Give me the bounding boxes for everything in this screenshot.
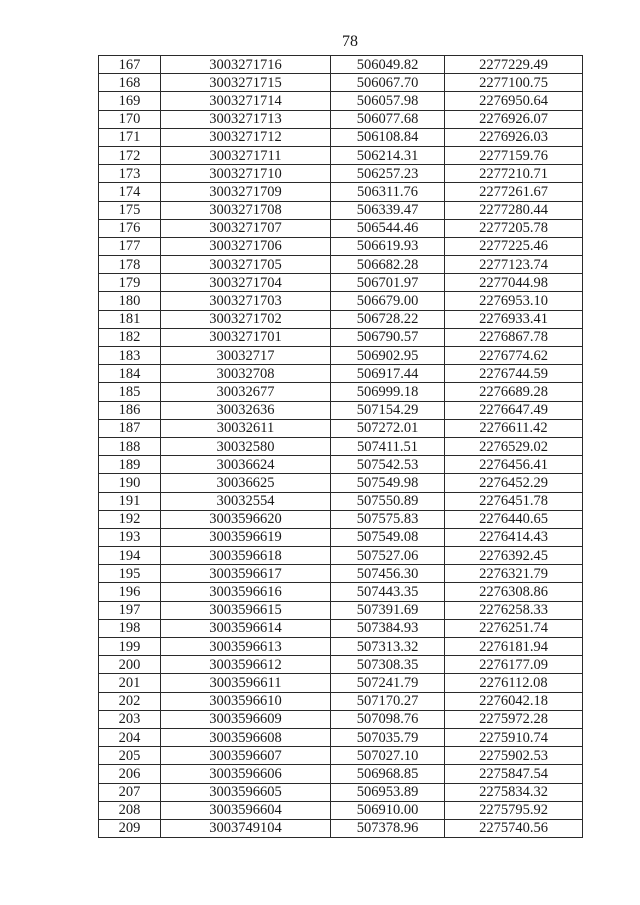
table-row	[99, 56, 583, 74]
y-coordinate-cell: 2276452.29	[445, 474, 583, 492]
y-coordinate-cell: 2275795.92	[445, 801, 583, 819]
row-number-cell: 168	[99, 74, 161, 92]
row-number-cell: 189	[99, 456, 161, 474]
y-coordinate-cell: 2277280.44	[445, 201, 583, 219]
table-row	[99, 347, 583, 365]
y-coordinate-cell: 2276611.42	[445, 419, 583, 437]
point-id-cell: 3003271715	[161, 74, 331, 92]
table-row	[99, 292, 583, 310]
row-number-cell: 191	[99, 492, 161, 510]
table-row	[99, 492, 583, 510]
y-coordinate-cell: 2276647.49	[445, 401, 583, 419]
x-coordinate-cell: 507384.93	[331, 619, 445, 637]
x-coordinate-cell: 506057.98	[331, 92, 445, 110]
table-row	[99, 201, 583, 219]
x-coordinate-cell: 507550.89	[331, 492, 445, 510]
point-id-cell: 3003596604	[161, 801, 331, 819]
y-coordinate-cell: 2276392.45	[445, 547, 583, 565]
point-id-cell: 30036625	[161, 474, 331, 492]
point-id-cell: 3003271705	[161, 256, 331, 274]
row-number-cell: 194	[99, 547, 161, 565]
point-id-cell: 3003596617	[161, 565, 331, 583]
table-row	[99, 565, 583, 583]
table-row	[99, 437, 583, 455]
point-id-cell: 3003596619	[161, 528, 331, 546]
y-coordinate-cell: 2276867.78	[445, 328, 583, 346]
row-number-cell: 202	[99, 692, 161, 710]
table-row	[99, 783, 583, 801]
row-number-cell: 176	[99, 219, 161, 237]
x-coordinate-cell: 507027.10	[331, 747, 445, 765]
y-coordinate-cell: 2277225.46	[445, 237, 583, 255]
row-number-cell: 179	[99, 274, 161, 292]
row-number-cell: 185	[99, 383, 161, 401]
point-id-cell: 3003596610	[161, 692, 331, 710]
point-id-cell: 3003596611	[161, 674, 331, 692]
table-row	[99, 74, 583, 92]
table-row	[99, 219, 583, 237]
x-coordinate-cell: 506339.47	[331, 201, 445, 219]
row-number-cell: 199	[99, 638, 161, 656]
point-id-cell: 3003271709	[161, 183, 331, 201]
row-number-cell: 206	[99, 765, 161, 783]
table-row	[99, 801, 583, 819]
x-coordinate-cell: 506682.28	[331, 256, 445, 274]
y-coordinate-cell: 2277044.98	[445, 274, 583, 292]
x-coordinate-cell: 506999.18	[331, 383, 445, 401]
table-row	[99, 601, 583, 619]
table-row	[99, 401, 583, 419]
point-id-cell: 30032611	[161, 419, 331, 437]
point-id-cell: 3003596607	[161, 747, 331, 765]
row-number-cell: 187	[99, 419, 161, 437]
table-row	[99, 256, 583, 274]
table-row	[99, 638, 583, 656]
row-number-cell: 200	[99, 656, 161, 674]
table-row	[99, 728, 583, 746]
row-number-cell: 197	[99, 601, 161, 619]
y-coordinate-cell: 2276440.65	[445, 510, 583, 528]
x-coordinate-cell: 507549.08	[331, 528, 445, 546]
point-id-cell: 3003271710	[161, 165, 331, 183]
point-id-cell: 3003596613	[161, 638, 331, 656]
point-id-cell: 3003271708	[161, 201, 331, 219]
row-number-cell: 203	[99, 710, 161, 728]
row-number-cell: 186	[99, 401, 161, 419]
point-id-cell: 3003596608	[161, 728, 331, 746]
coordinates-table	[98, 55, 583, 838]
point-id-cell: 3003596609	[161, 710, 331, 728]
x-coordinate-cell: 506701.97	[331, 274, 445, 292]
x-coordinate-cell: 506953.89	[331, 783, 445, 801]
table-row	[99, 365, 583, 383]
table-row	[99, 310, 583, 328]
y-coordinate-cell: 2276933.41	[445, 310, 583, 328]
point-id-cell: 3003749104	[161, 819, 331, 837]
y-coordinate-cell: 2277261.67	[445, 183, 583, 201]
row-number-cell: 204	[99, 728, 161, 746]
x-coordinate-cell: 507549.98	[331, 474, 445, 492]
point-id-cell: 30032554	[161, 492, 331, 510]
table-row	[99, 474, 583, 492]
y-coordinate-cell: 2275847.54	[445, 765, 583, 783]
point-id-cell: 3003596620	[161, 510, 331, 528]
row-number-cell: 181	[99, 310, 161, 328]
x-coordinate-cell: 507443.35	[331, 583, 445, 601]
row-number-cell: 177	[99, 237, 161, 255]
y-coordinate-cell: 2276181.94	[445, 638, 583, 656]
x-coordinate-cell: 506067.70	[331, 74, 445, 92]
point-id-cell: 30032677	[161, 383, 331, 401]
point-id-cell: 30032708	[161, 365, 331, 383]
y-coordinate-cell: 2276321.79	[445, 565, 583, 583]
row-number-cell: 170	[99, 110, 161, 128]
point-id-cell: 30032717	[161, 347, 331, 365]
table-row	[99, 128, 583, 146]
x-coordinate-cell: 507378.96	[331, 819, 445, 837]
x-coordinate-cell: 507154.29	[331, 401, 445, 419]
y-coordinate-cell: 2276529.02	[445, 437, 583, 455]
x-coordinate-cell: 506257.23	[331, 165, 445, 183]
y-coordinate-cell: 2276414.43	[445, 528, 583, 546]
table-row	[99, 456, 583, 474]
table-row	[99, 547, 583, 565]
x-coordinate-cell: 506679.00	[331, 292, 445, 310]
table-row	[99, 674, 583, 692]
row-number-cell: 174	[99, 183, 161, 201]
row-number-cell: 198	[99, 619, 161, 637]
y-coordinate-cell: 2277100.75	[445, 74, 583, 92]
row-number-cell: 207	[99, 783, 161, 801]
y-coordinate-cell: 2276926.07	[445, 110, 583, 128]
row-number-cell: 169	[99, 92, 161, 110]
point-id-cell: 3003271706	[161, 237, 331, 255]
table-row	[99, 765, 583, 783]
x-coordinate-cell: 507391.69	[331, 601, 445, 619]
point-id-cell: 30032580	[161, 437, 331, 455]
row-number-cell: 173	[99, 165, 161, 183]
x-coordinate-cell: 506077.68	[331, 110, 445, 128]
table-row	[99, 274, 583, 292]
point-id-cell: 3003271713	[161, 110, 331, 128]
page-number: 78	[342, 33, 358, 50]
table-row	[99, 110, 583, 128]
row-number-cell: 180	[99, 292, 161, 310]
y-coordinate-cell: 2276689.28	[445, 383, 583, 401]
x-coordinate-cell: 507241.79	[331, 674, 445, 692]
row-number-cell: 167	[99, 56, 161, 74]
x-coordinate-cell: 507308.35	[331, 656, 445, 674]
table-row	[99, 146, 583, 164]
table-row	[99, 165, 583, 183]
x-coordinate-cell: 506544.46	[331, 219, 445, 237]
y-coordinate-cell: 2276251.74	[445, 619, 583, 637]
y-coordinate-cell: 2275740.56	[445, 819, 583, 837]
table-row	[99, 819, 583, 837]
y-coordinate-cell: 2276456.41	[445, 456, 583, 474]
x-coordinate-cell: 507575.83	[331, 510, 445, 528]
x-coordinate-cell: 507272.01	[331, 419, 445, 437]
y-coordinate-cell: 2276308.86	[445, 583, 583, 601]
point-id-cell: 3003271701	[161, 328, 331, 346]
x-coordinate-cell: 507313.32	[331, 638, 445, 656]
row-number-cell: 183	[99, 347, 161, 365]
y-coordinate-cell: 2276953.10	[445, 292, 583, 310]
point-id-cell: 3003271714	[161, 92, 331, 110]
x-coordinate-cell: 506049.82	[331, 56, 445, 74]
table-row	[99, 710, 583, 728]
row-number-cell: 175	[99, 201, 161, 219]
x-coordinate-cell: 506910.00	[331, 801, 445, 819]
y-coordinate-cell: 2276950.64	[445, 92, 583, 110]
table-row	[99, 183, 583, 201]
table-row	[99, 747, 583, 765]
x-coordinate-cell: 507456.30	[331, 565, 445, 583]
y-coordinate-cell: 2275902.53	[445, 747, 583, 765]
y-coordinate-cell: 2276177.09	[445, 656, 583, 674]
y-coordinate-cell: 2276042.18	[445, 692, 583, 710]
y-coordinate-cell: 2275972.28	[445, 710, 583, 728]
x-coordinate-cell: 507411.51	[331, 437, 445, 455]
point-id-cell: 3003271704	[161, 274, 331, 292]
point-id-cell: 3003271703	[161, 292, 331, 310]
x-coordinate-cell: 506311.76	[331, 183, 445, 201]
x-coordinate-cell: 507527.06	[331, 547, 445, 565]
x-coordinate-cell: 506108.84	[331, 128, 445, 146]
table-row	[99, 619, 583, 637]
table-row	[99, 656, 583, 674]
table-row	[99, 92, 583, 110]
y-coordinate-cell: 2277159.76	[445, 146, 583, 164]
row-number-cell: 188	[99, 437, 161, 455]
y-coordinate-cell: 2275834.32	[445, 783, 583, 801]
x-coordinate-cell: 506214.31	[331, 146, 445, 164]
y-coordinate-cell: 2276258.33	[445, 601, 583, 619]
x-coordinate-cell: 507098.76	[331, 710, 445, 728]
y-coordinate-cell: 2276451.78	[445, 492, 583, 510]
table-row	[99, 692, 583, 710]
x-coordinate-cell: 507035.79	[331, 728, 445, 746]
x-coordinate-cell: 507542.53	[331, 456, 445, 474]
point-id-cell: 3003596614	[161, 619, 331, 637]
table-row	[99, 237, 583, 255]
point-id-cell: 3003596605	[161, 783, 331, 801]
point-id-cell: 3003271702	[161, 310, 331, 328]
point-id-cell: 3003271707	[161, 219, 331, 237]
row-number-cell: 205	[99, 747, 161, 765]
table-row	[99, 583, 583, 601]
table-row	[99, 328, 583, 346]
point-id-cell: 30032636	[161, 401, 331, 419]
row-number-cell: 201	[99, 674, 161, 692]
x-coordinate-cell: 506968.85	[331, 765, 445, 783]
row-number-cell: 178	[99, 256, 161, 274]
table-row	[99, 419, 583, 437]
point-id-cell: 3003596612	[161, 656, 331, 674]
x-coordinate-cell: 507170.27	[331, 692, 445, 710]
y-coordinate-cell: 2276744.59	[445, 365, 583, 383]
table-row	[99, 383, 583, 401]
point-id-cell: 3003596615	[161, 601, 331, 619]
point-id-cell: 3003271716	[161, 56, 331, 74]
table-body	[99, 56, 583, 838]
y-coordinate-cell: 2276112.08	[445, 674, 583, 692]
row-number-cell: 172	[99, 146, 161, 164]
y-coordinate-cell: 2277123.74	[445, 256, 583, 274]
x-coordinate-cell: 506728.22	[331, 310, 445, 328]
point-id-cell: 3003596616	[161, 583, 331, 601]
point-id-cell: 3003271712	[161, 128, 331, 146]
row-number-cell: 190	[99, 474, 161, 492]
y-coordinate-cell: 2277210.71	[445, 165, 583, 183]
table-row	[99, 528, 583, 546]
y-coordinate-cell: 2277229.49	[445, 56, 583, 74]
point-id-cell: 30036624	[161, 456, 331, 474]
point-id-cell: 3003596606	[161, 765, 331, 783]
y-coordinate-cell: 2276774.62	[445, 347, 583, 365]
y-coordinate-cell: 2277205.78	[445, 219, 583, 237]
row-number-cell: 184	[99, 365, 161, 383]
row-number-cell: 193	[99, 528, 161, 546]
table-row	[99, 510, 583, 528]
row-number-cell: 208	[99, 801, 161, 819]
row-number-cell: 196	[99, 583, 161, 601]
point-id-cell: 3003271711	[161, 146, 331, 164]
x-coordinate-cell: 506790.57	[331, 328, 445, 346]
y-coordinate-cell: 2276926.03	[445, 128, 583, 146]
row-number-cell: 195	[99, 565, 161, 583]
row-number-cell: 192	[99, 510, 161, 528]
row-number-cell: 171	[99, 128, 161, 146]
x-coordinate-cell: 506619.93	[331, 237, 445, 255]
x-coordinate-cell: 506917.44	[331, 365, 445, 383]
point-id-cell: 3003596618	[161, 547, 331, 565]
y-coordinate-cell: 2275910.74	[445, 728, 583, 746]
x-coordinate-cell: 506902.95	[331, 347, 445, 365]
row-number-cell: 209	[99, 819, 161, 837]
row-number-cell: 182	[99, 328, 161, 346]
